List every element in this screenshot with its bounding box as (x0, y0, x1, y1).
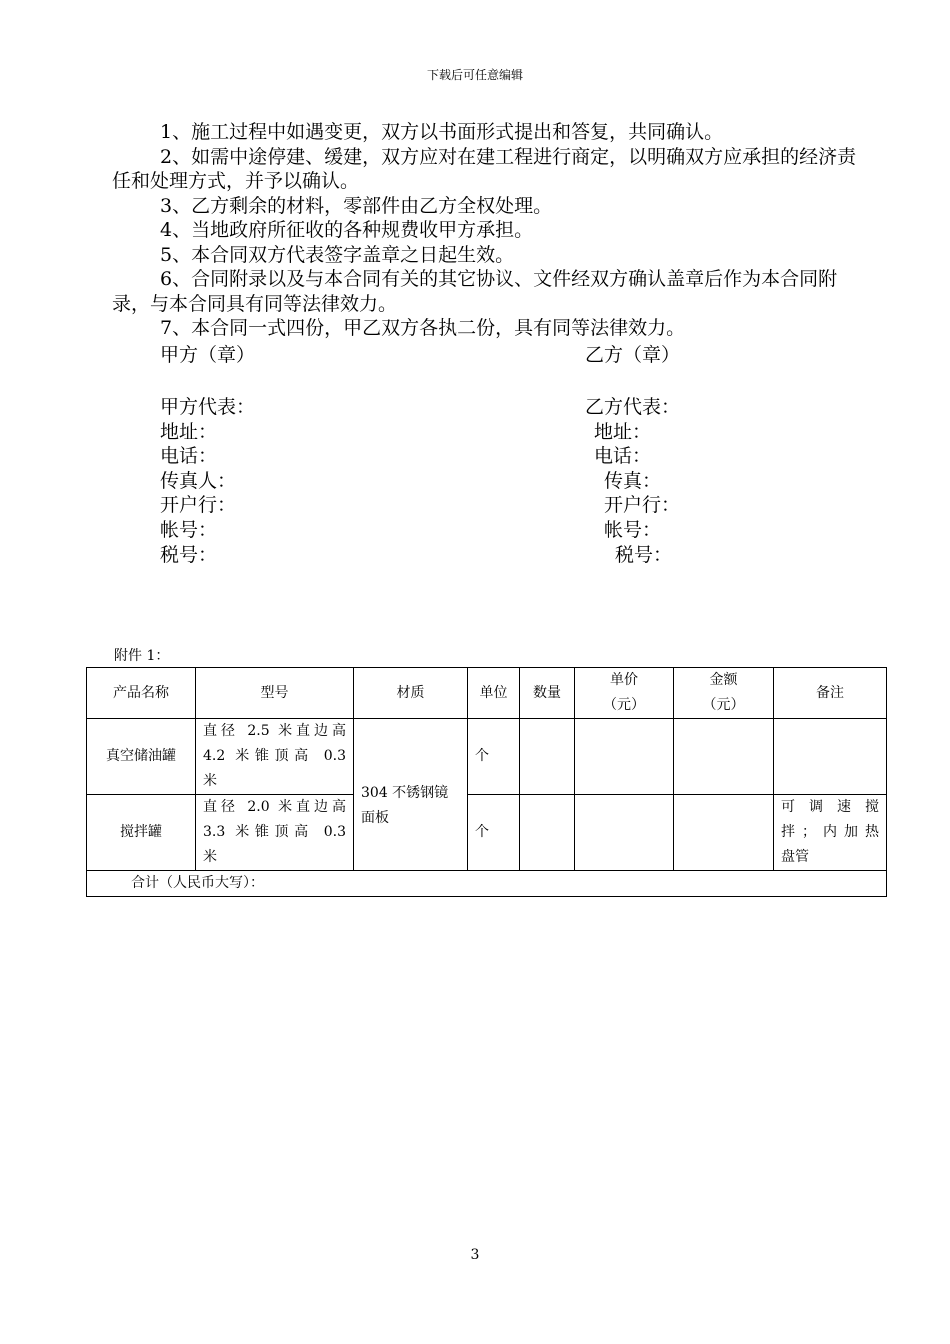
party-a-phone: 电话： (160, 445, 218, 467)
shared-material (354, 719, 468, 871)
party-b-seal: 乙方（章） (585, 344, 681, 366)
party-b-account: 帐号： (604, 519, 662, 541)
attachment-label: 附件 1： (114, 648, 170, 664)
material-line2: 面板 (361, 809, 389, 826)
party-a-representative: 甲方代表： (160, 396, 256, 418)
table-total-row (87, 871, 887, 897)
header-product-name: 产品名称 (87, 668, 196, 719)
row1-unit-price (575, 719, 674, 795)
clause-5: 5、本合同双方代表签字盖章之日起生效。 (160, 243, 515, 266)
party-b-fax: 传真： (604, 470, 662, 492)
row1-model-line3: 米 (203, 773, 217, 789)
header-quantity: 数量 (520, 668, 575, 719)
row1-quantity (520, 719, 575, 795)
header-amount-line1: 金额 (709, 672, 738, 688)
row2-unit: 个 (468, 795, 520, 871)
contract-clauses (112, 120, 872, 341)
row1-model-line1: 直径 2.5 米直边高 (203, 723, 346, 739)
row2-remark-line3: 盘管 (781, 849, 809, 865)
party-a-bank: 开户行： (160, 494, 237, 516)
party-a-tax-id: 税号： (160, 544, 218, 566)
row2-remark-line2: 拌；内加热 (781, 824, 879, 840)
header-amount (674, 668, 774, 719)
party-a-fax: 传真人： (160, 470, 237, 492)
clause-2: 2、如需中途停建、缓建，双方应对在建工程进行商定，以明确双方应承担的经济责任和处理方式，并予以确认。 (112, 145, 857, 192)
row1-amount (674, 719, 774, 795)
party-b-tax-id: 税号： (615, 544, 673, 566)
attachment-table (86, 667, 887, 897)
row2-remark (774, 795, 887, 871)
party-b-phone: 电话： (594, 445, 652, 467)
party-b-bank: 开户行： (604, 494, 681, 516)
page-number: 3 (470, 1247, 480, 1263)
table-row (87, 795, 887, 871)
material-line1: 304 不锈钢镜 (361, 784, 449, 801)
row1-unit: 个 (468, 719, 520, 795)
header-remark: 备注 (774, 668, 887, 719)
party-a-seal: 甲方（章） (160, 344, 256, 366)
row1-product-name: 真空储油罐 (87, 719, 196, 795)
row1-model-line2: 4.2 米锥顶高 0.3 (203, 748, 346, 764)
clause-3: 3、乙方剩余的材料，零部件由乙方全权处理。 (160, 194, 553, 217)
row2-model (196, 795, 354, 871)
clause-7: 7、本合同一式四份，甲乙双方各执二份，具有同等法律效力。 (160, 317, 686, 339)
header-material: 材质 (354, 668, 468, 719)
table-row (87, 719, 887, 795)
clause-6: 6、合同附录以及与本合同有关的其它协议、文件经双方确认盖章后作为本合同附录，与本合同具有同等法律效力。 (112, 268, 838, 315)
header-model: 型号 (196, 668, 354, 719)
row2-product-name: 搅拌罐 (87, 795, 196, 871)
party-a-account: 帐号： (160, 519, 218, 541)
total-label: 合计（人民币大写）： (87, 871, 887, 897)
row2-model-line1: 直径 2.0 米直边高 (203, 799, 346, 815)
table-header-row (87, 668, 887, 719)
row1-remark (774, 719, 887, 795)
row2-model-line3: 米 (203, 849, 217, 865)
party-b-representative: 乙方代表： (585, 396, 681, 418)
row2-quantity (520, 795, 575, 871)
header-amount-line2: （元） (702, 697, 745, 713)
header-unit-price (575, 668, 674, 719)
row1-model (196, 719, 354, 795)
row2-model-line2: 3.3 米锥顶高 0.3 (203, 824, 346, 840)
header-unit-price-line2: （元） (603, 697, 645, 713)
clause-4: 4、当地政府所征收的各种规费收甲方承担。 (160, 219, 534, 241)
header-note: 下载后可任意编辑 (426, 68, 523, 82)
row2-unit-price (575, 795, 674, 871)
party-a-address: 地址： (160, 421, 218, 443)
clause-1: 1、施工过程中如遇变更，双方以书面形式提出和答复，共同确认。 (160, 121, 724, 143)
header-unit: 单位 (468, 668, 520, 719)
party-b-address: 地址： (594, 421, 652, 443)
row2-remark-line1: 可调速搅 (781, 799, 879, 815)
row2-amount (674, 795, 774, 871)
header-unit-price-line1: 单价 (610, 672, 638, 688)
